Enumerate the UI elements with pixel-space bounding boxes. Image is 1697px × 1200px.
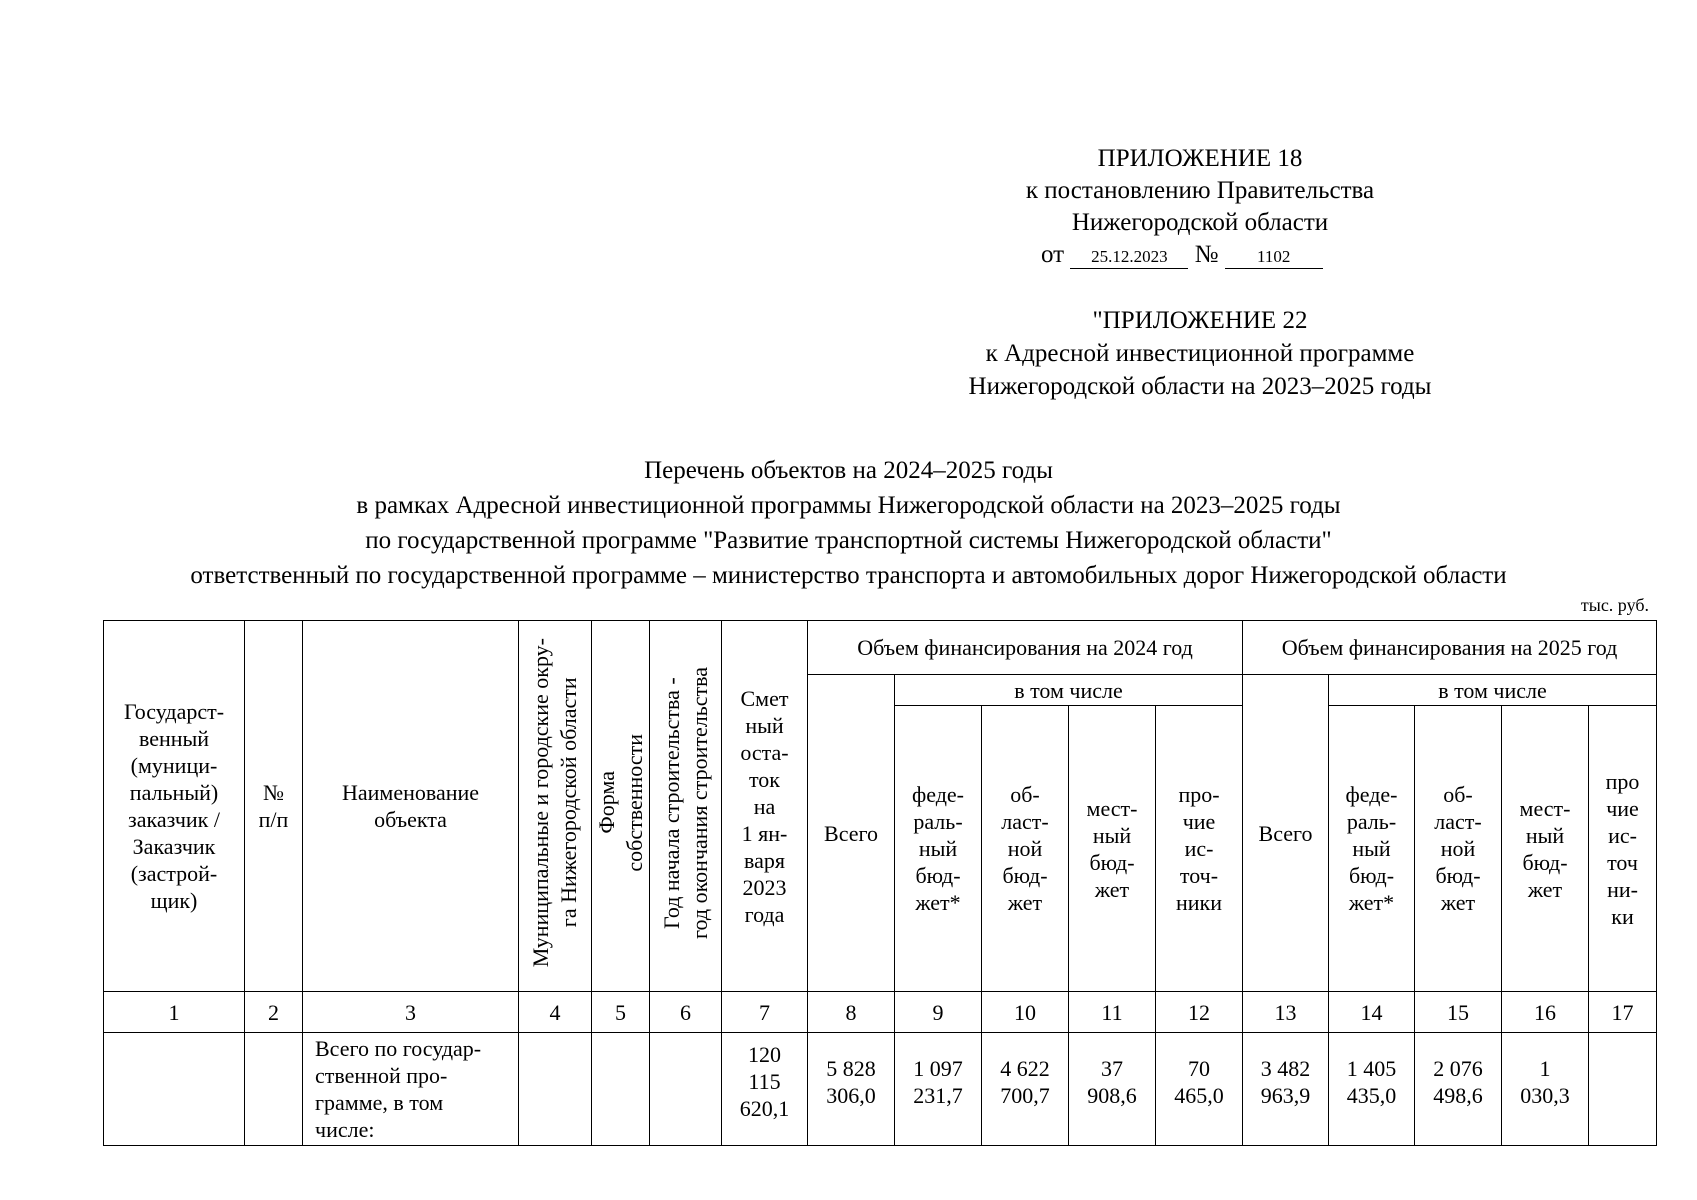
number-sign: № xyxy=(1194,241,1219,268)
oth25-l0: про xyxy=(1605,768,1640,794)
regv24-l0: 4 622 xyxy=(1000,1056,1050,1081)
colnum-4: 4 xyxy=(519,992,592,1033)
oth24-l2: ис- xyxy=(1184,836,1214,861)
fed25-l2: ный xyxy=(1352,836,1391,861)
estimate-value-l2: 620,1 xyxy=(739,1096,790,1121)
colnum-7: 7 xyxy=(722,992,808,1033)
fed25-l3: бюд- xyxy=(1348,863,1395,888)
oth24-l1: чие xyxy=(1182,809,1216,834)
locv25-l0: 1 xyxy=(1539,1056,1551,1081)
municipal-text xyxy=(527,638,583,967)
colnum-11: 11 xyxy=(1069,992,1156,1033)
header-local-2024 xyxy=(1069,706,1156,992)
colnum-14: 14 xyxy=(1329,992,1415,1033)
cell-num xyxy=(245,1033,303,1146)
date-prefix: от xyxy=(1041,241,1065,268)
heading-line-3: по государственной программе "Развитие транспортной системы Нижегородской области" xyxy=(365,527,1332,554)
cell-local-2024 xyxy=(1069,1033,1156,1146)
fed24-l2: ный xyxy=(918,836,958,861)
estimate-l3: ток xyxy=(748,766,780,792)
approval-title: ПРИЛОЖЕНИЕ 18 xyxy=(1097,145,1303,172)
header-fin-2024: Объем финансирования на 2024 год xyxy=(808,621,1243,675)
ownership-l1: собственности xyxy=(621,734,647,872)
colnum-13: 13 xyxy=(1243,992,1329,1033)
header-customer xyxy=(104,621,245,992)
header-municipal xyxy=(519,621,592,992)
estimate-l0: Смет xyxy=(740,685,789,711)
cell-years xyxy=(650,1033,722,1146)
fed24-l0: феде- xyxy=(911,782,964,807)
years-l1: год окончания строительства xyxy=(686,667,712,939)
estimate-l5: 1 ян- xyxy=(741,820,788,846)
colnum-5: 5 xyxy=(592,992,650,1033)
estimate-l4: на xyxy=(753,793,776,819)
header-other-2025 xyxy=(1589,706,1657,992)
cell-other-2024 xyxy=(1156,1033,1243,1146)
colnum-6: 6 xyxy=(650,992,722,1033)
header-other-2024 xyxy=(1156,706,1243,992)
cell-regional-2025 xyxy=(1415,1033,1502,1146)
ownership-l0: Форма xyxy=(593,771,619,835)
appendix-title: "ПРИЛОЖЕНИЕ 22 xyxy=(1092,307,1308,334)
cell-local-2025 xyxy=(1502,1033,1589,1146)
loc24-l1: ный xyxy=(1092,822,1132,848)
cell-regional-2024 xyxy=(982,1033,1069,1146)
estimate-l1: ный xyxy=(745,712,784,738)
cell-ownership xyxy=(592,1033,650,1146)
loc25-l0: мест- xyxy=(1519,795,1571,821)
fed25-l1: раль- xyxy=(1346,809,1397,834)
fedv24-l1: 231,7 xyxy=(913,1083,963,1108)
approval-date-line xyxy=(1041,240,1323,270)
cell-estimate xyxy=(722,1033,808,1146)
total25-l0: 3 482 xyxy=(1260,1056,1311,1081)
oth25-l2: ис- xyxy=(1608,822,1637,848)
regv25-l0: 2 076 xyxy=(1433,1056,1483,1081)
header-ownership xyxy=(592,621,650,992)
fed24-l1: раль- xyxy=(913,809,963,834)
fedv25-l1: 435,0 xyxy=(1346,1083,1397,1108)
header-regional-2025 xyxy=(1415,706,1502,992)
header-name xyxy=(303,621,519,992)
header-years xyxy=(650,621,722,992)
oth24-l3: точ- xyxy=(1179,863,1219,888)
colnum-1: 1 xyxy=(104,992,245,1033)
oth25-l5: ки xyxy=(1611,903,1634,929)
header-fin-2025: Объем финансирования на 2025 год xyxy=(1243,621,1657,675)
column-number-row xyxy=(104,992,1657,1033)
cell-customer xyxy=(104,1033,245,1146)
fed24-l3: бюд- xyxy=(915,863,961,888)
customer-l0: Государст- xyxy=(123,699,225,724)
othv24-l1: 465,0 xyxy=(1174,1083,1224,1108)
table-row xyxy=(104,1033,1657,1146)
reg24-l3: бюд- xyxy=(1002,863,1048,888)
oth24-l4: ники xyxy=(1175,890,1222,915)
header-federal-2025 xyxy=(1329,706,1415,992)
approval-date: 25.12.2023 xyxy=(1070,246,1188,269)
cell-total-2025 xyxy=(1243,1033,1329,1146)
name-line-0: Всего по государ- xyxy=(315,1036,482,1061)
units-label: тыс. руб. xyxy=(1580,595,1649,615)
reg24-l4: жет xyxy=(1007,890,1043,915)
num-l0: № xyxy=(263,780,284,805)
locv24-l1: 908,6 xyxy=(1087,1083,1137,1108)
name-line-2: грамме, в том xyxy=(315,1090,444,1115)
total24-l1: 306,0 xyxy=(826,1083,876,1108)
colnum-10: 10 xyxy=(982,992,1069,1033)
loc25-l3: жет xyxy=(1527,876,1563,902)
heading-line-2: в рамках Адресной инвестиционной программы Нижегородской области на 2023–2025 годы xyxy=(356,492,1341,519)
regv25-l1: 498,6 xyxy=(1433,1083,1483,1108)
estimate-value-l1: 115 xyxy=(748,1069,781,1094)
estimate-l2: оста- xyxy=(740,739,789,765)
years-l0: Год начала строительства - xyxy=(658,677,684,929)
header-num xyxy=(245,621,303,992)
cell-name xyxy=(303,1033,519,1146)
estimate-l8: года xyxy=(744,901,785,927)
total25-l1: 963,9 xyxy=(1260,1083,1311,1108)
reg24-l0: об- xyxy=(1010,782,1040,807)
name-line-3: числе: xyxy=(315,1117,375,1142)
header-estimate xyxy=(722,621,808,992)
fed25-l0: феде- xyxy=(1345,782,1398,807)
name-line-1: ственной про- xyxy=(315,1063,448,1088)
loc24-l2: бюд- xyxy=(1089,849,1135,875)
customer-l4: заказчик / xyxy=(128,807,220,832)
customer-l1: венный xyxy=(138,726,210,751)
header-local-2025 xyxy=(1502,706,1589,992)
reg25-l2: ной xyxy=(1440,836,1476,861)
objects-table xyxy=(103,620,1657,1146)
colnum-12: 12 xyxy=(1156,992,1243,1033)
locv25-l1: 030,3 xyxy=(1520,1083,1570,1108)
fedv24-l0: 1 097 xyxy=(913,1056,963,1081)
reg24-l2: ной xyxy=(1007,836,1043,861)
reg25-l3: бюд- xyxy=(1435,863,1481,888)
colnum-2: 2 xyxy=(245,992,303,1033)
estimate-value-l0: 120 xyxy=(748,1042,781,1067)
name-l1: объекта xyxy=(374,807,447,832)
cell-federal-2025 xyxy=(1329,1033,1415,1146)
approval-line-2: Нижегородской области xyxy=(1071,209,1329,236)
appendix-line-2: Нижегородской области на 2023–2025 годы xyxy=(968,373,1432,400)
reg25-l4: жет xyxy=(1440,890,1476,915)
header-total-2025: Всего xyxy=(1243,675,1329,992)
municipal-l0: Муниципальные и городские окру- xyxy=(528,638,553,968)
oth25-l4: ни- xyxy=(1607,876,1638,902)
fed24-l4: жет* xyxy=(915,890,961,915)
cell-total-2024 xyxy=(808,1033,895,1146)
customer-l2: (муници- xyxy=(130,753,218,778)
colnum-9: 9 xyxy=(895,992,982,1033)
colnum-17: 17 xyxy=(1589,992,1657,1033)
years-text xyxy=(658,667,714,939)
municipal-l1: га Нижегородской области xyxy=(556,678,581,928)
estimate-l6: варя xyxy=(744,847,785,873)
fed25-l4: жет* xyxy=(1348,890,1395,915)
header-federal-2024 xyxy=(895,706,982,992)
colnum-15: 15 xyxy=(1415,992,1502,1033)
approval-line-1: к постановлению Правительства xyxy=(1025,177,1375,204)
reg24-l1: ласт- xyxy=(1001,809,1049,834)
loc25-l1: ный xyxy=(1525,822,1565,848)
header-including-2024: в том числе xyxy=(895,675,1243,706)
customer-l7: щик) xyxy=(150,888,198,913)
locv24-l0: 37 xyxy=(1101,1056,1123,1081)
header-including-2025: в том числе xyxy=(1329,675,1657,706)
num-l1: п/п xyxy=(258,807,289,832)
total24-l0: 5 828 xyxy=(826,1056,876,1081)
name-l0: Наименование xyxy=(341,780,480,805)
cell-federal-2024 xyxy=(895,1033,982,1146)
colnum-16: 16 xyxy=(1502,992,1589,1033)
reg25-l0: об- xyxy=(1443,782,1473,807)
loc25-l2: бюд- xyxy=(1522,849,1568,875)
othv24-l0: 70 xyxy=(1188,1056,1210,1081)
regv24-l1: 700,7 xyxy=(1000,1083,1050,1108)
heading-line-4: ответственный по государственной программе – министерство транспорта и автомобильных дорог Нижегородской области xyxy=(190,562,1507,589)
heading-line-1: Перечень объектов на 2024–2025 годы xyxy=(644,457,1053,484)
colnum-8: 8 xyxy=(808,992,895,1033)
oth25-l1: чие xyxy=(1606,795,1639,821)
customer-l6: (застрой- xyxy=(130,861,218,886)
reg25-l1: ласт- xyxy=(1434,809,1482,834)
header-regional-2024 xyxy=(982,706,1069,992)
customer-l3: пальный) xyxy=(129,780,219,805)
cell-municipal xyxy=(519,1033,592,1146)
approval-number: 1102 xyxy=(1225,246,1323,269)
customer-l5: Заказчик xyxy=(132,834,216,859)
ownership-text xyxy=(593,734,649,872)
oth25-l3: точ xyxy=(1607,849,1638,875)
fedv25-l0: 1 405 xyxy=(1346,1056,1397,1081)
estimate-l7: 2023 xyxy=(742,874,787,900)
colnum-3: 3 xyxy=(303,992,519,1033)
appendix-line-1: к Адресной инвестиционной программе xyxy=(985,340,1415,367)
header-total-2024: Всего xyxy=(808,675,895,992)
cell-other-2025 xyxy=(1589,1033,1657,1146)
oth24-l0: про- xyxy=(1178,782,1220,807)
loc24-l0: мест- xyxy=(1086,795,1138,821)
loc24-l3: жет xyxy=(1094,876,1130,902)
